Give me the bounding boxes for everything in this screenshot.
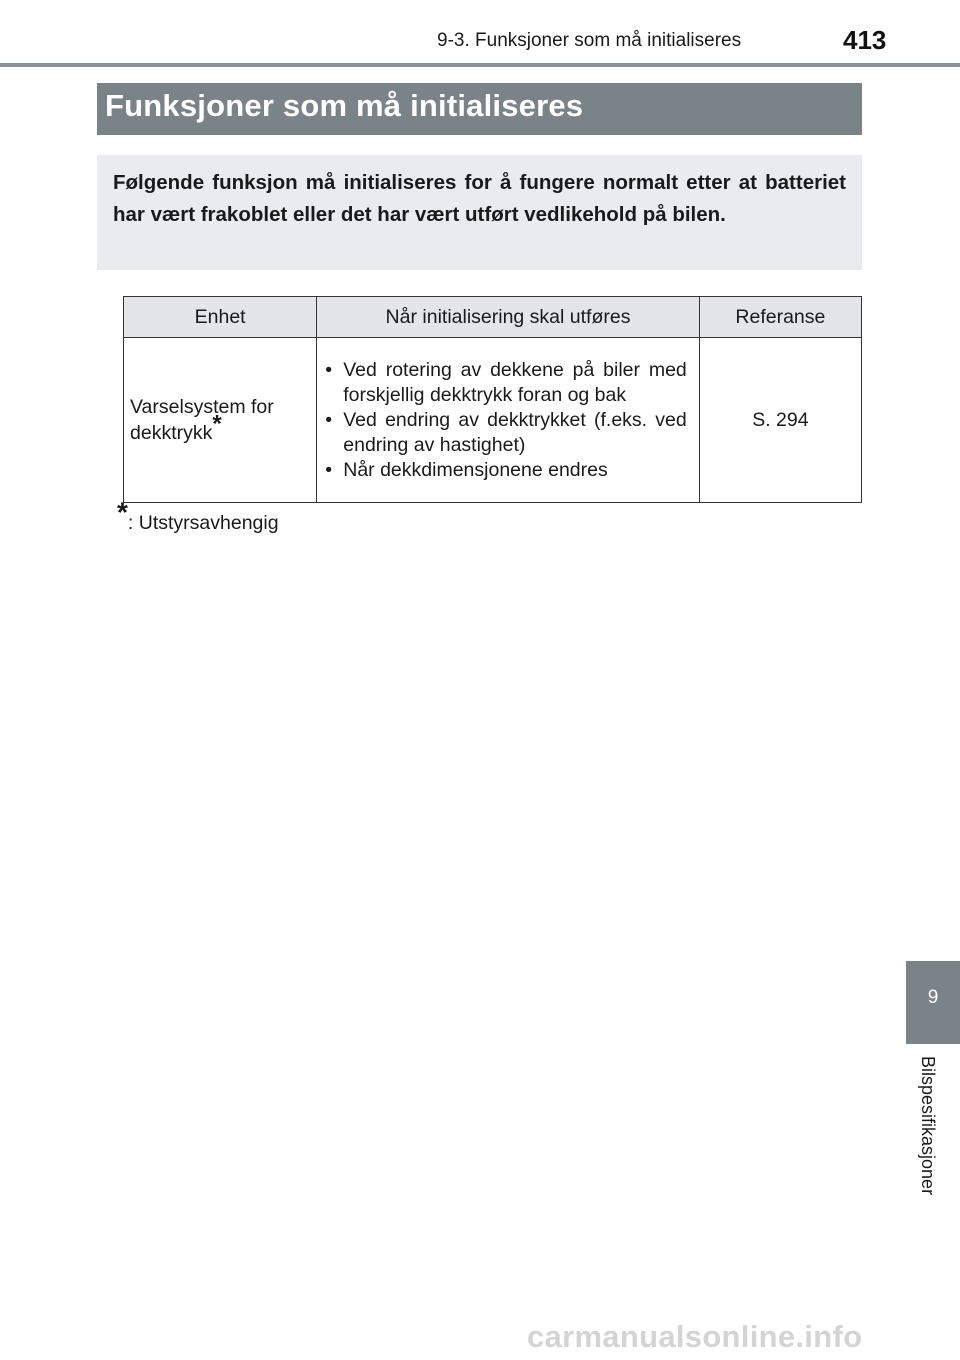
list-item: [323, 408, 687, 458]
page-title: Funksjoner som må initialiseres: [105, 88, 584, 123]
condition-text: Ved endring av dekktrykket (f.eks. ved endring av hastighet): [343, 408, 687, 456]
reference-cell[interactable]: S. 294: [699, 338, 861, 503]
list-item: [323, 358, 687, 408]
table-header-row: [124, 297, 862, 338]
footnote: [117, 496, 279, 535]
condition-text: Ved rotering av dekkene på biler med forskjellig dekktrykk foran og bak: [343, 358, 687, 406]
column-header-unit: Enhet: [124, 297, 317, 338]
chapter-number: 9: [927, 987, 939, 1008]
page-number: 413: [843, 25, 887, 55]
title-banner: [97, 83, 862, 135]
column-header-when: Når initialisering skal utføres: [317, 297, 700, 338]
section-header: 9-3. Funksjoner som må initialiseres: [437, 30, 742, 51]
list-item: [323, 458, 687, 483]
table-row: [124, 338, 862, 503]
conditions-cell: [317, 338, 700, 503]
footnote-text: : Utstyrsavhengig: [127, 512, 279, 534]
header-divider: [0, 63, 960, 67]
condition-text: Når dekkdimensjonene endres: [343, 458, 608, 481]
chapter-label: Bilspesifikasjoner: [918, 1056, 938, 1196]
conditions-list: [317, 358, 699, 483]
initialization-table: [123, 296, 862, 503]
unit-name: Varselsystem for dekktrykk: [130, 396, 274, 444]
bullet-icon: •: [325, 408, 333, 431]
intro-text: Følgende funksjon må initialiseres for å fungere normalt etter at batteriet har vært frakoblet eller det har vært utført vedlikehold på bilen.: [113, 171, 846, 226]
bullet-icon: •: [325, 458, 333, 481]
unit-cell: [124, 338, 317, 503]
footnote-marker: *: [117, 496, 128, 528]
bullet-icon: •: [325, 358, 333, 381]
chapter-tab[interactable]: [906, 961, 960, 1044]
intro-box: [97, 155, 862, 270]
watermark: carmanualsonline.info: [527, 1319, 863, 1354]
equipment-dependent-marker: *: [212, 410, 222, 438]
column-header-reference: Referanse: [699, 297, 861, 338]
